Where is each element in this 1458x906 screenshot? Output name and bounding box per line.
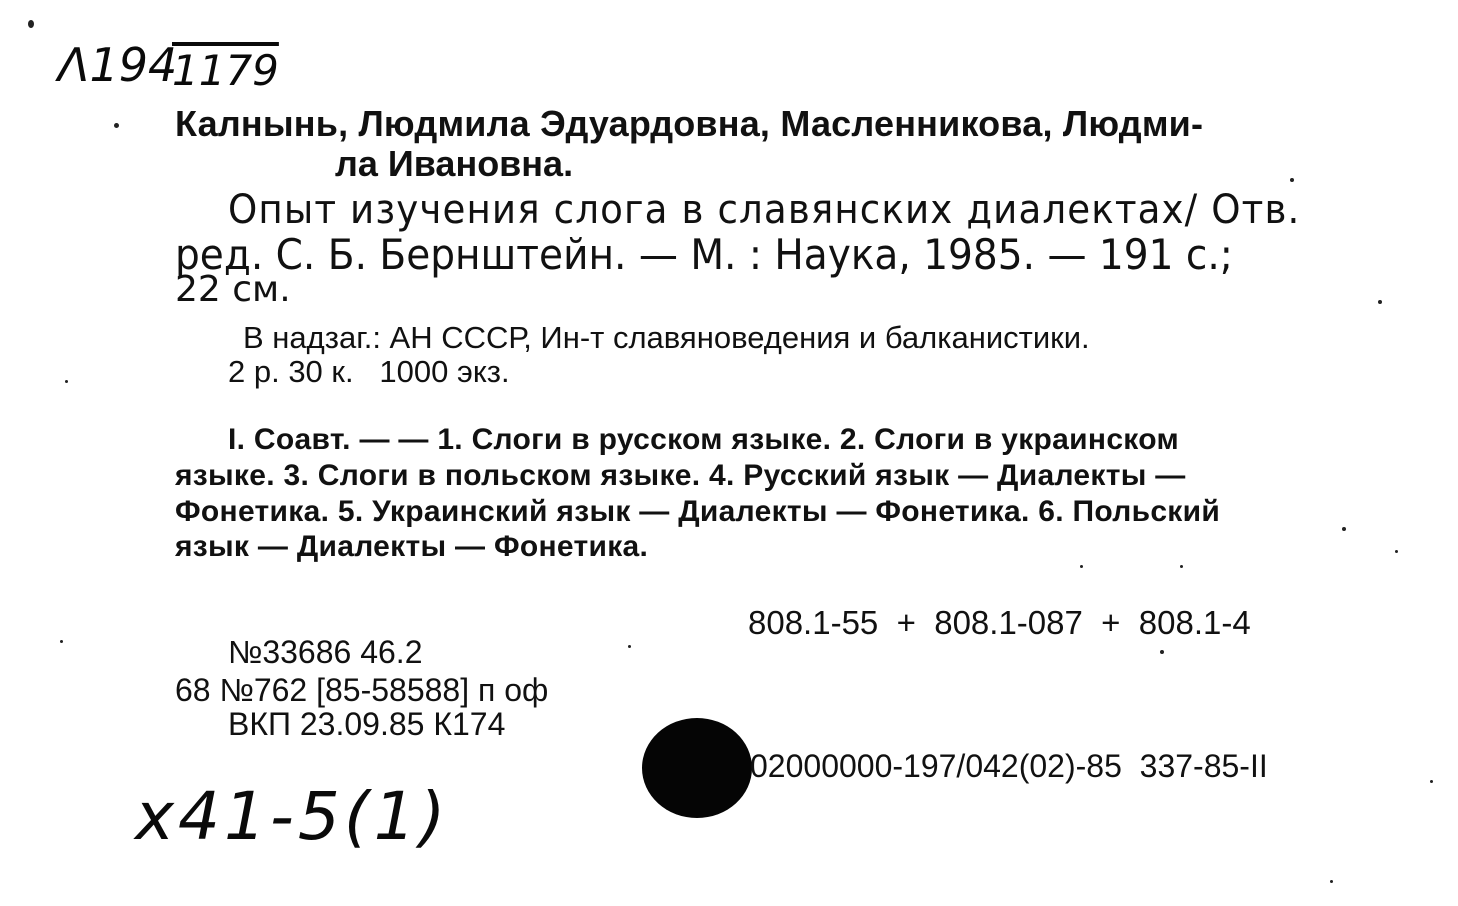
tracings-line-2: языке. 3. Слоги в польском языке. 4. Русский язык — Диалекты — bbox=[175, 459, 1186, 492]
bottom-code: 02000000-197/042(02)-85 337-85-II bbox=[750, 748, 1268, 784]
handwritten-call-number-2: 1179 bbox=[172, 46, 279, 95]
tracings-line-1: I. Соавт. — — 1. Слоги в русском языке. 2. Слоги в украинском bbox=[228, 423, 1179, 456]
tracings-line-4: язык — Диалекты — Фонетика. bbox=[175, 530, 649, 563]
title-line-3: 22 см. bbox=[175, 269, 291, 310]
classification-index: 808.1-55 + 808.1-087 + 808.1-4 bbox=[748, 604, 1251, 641]
handwritten-inventory-number: x41-5(1) bbox=[135, 778, 450, 855]
author-heading-line-2: ла Ивановна. bbox=[335, 143, 574, 184]
handwritten-call-number: Λ194 bbox=[58, 38, 178, 92]
registry-line-3: ВКП 23.09.85 К174 bbox=[228, 706, 506, 742]
registry-line-1: №33686 46.2 bbox=[228, 634, 423, 670]
title-line-2: ред. С. Б. Бернштейн. — М. : Наука, 1985. — 191 с.; bbox=[175, 230, 1233, 279]
punch-hole bbox=[642, 718, 752, 818]
tracings-line-3: Фонетика. 5. Украинский язык — Диалекты — Фонетика. 6. Польский bbox=[175, 495, 1221, 528]
title-line-1: Опыт изучения слога в славянских диалектах/ Отв. bbox=[228, 187, 1301, 233]
price-and-print-run: 2 р. 30 к. 1000 экз. bbox=[228, 354, 510, 389]
note-line-1: В надзаг.: АН СССР, Ин-т славяноведения и балканистики. bbox=[243, 320, 1090, 355]
author-heading-line-1: Калнынь, Людмила Эдуардовна, Масленникова, Людми- bbox=[175, 103, 1204, 144]
registry-line-2: 68 №762 [85-58588] п оф bbox=[175, 672, 549, 708]
